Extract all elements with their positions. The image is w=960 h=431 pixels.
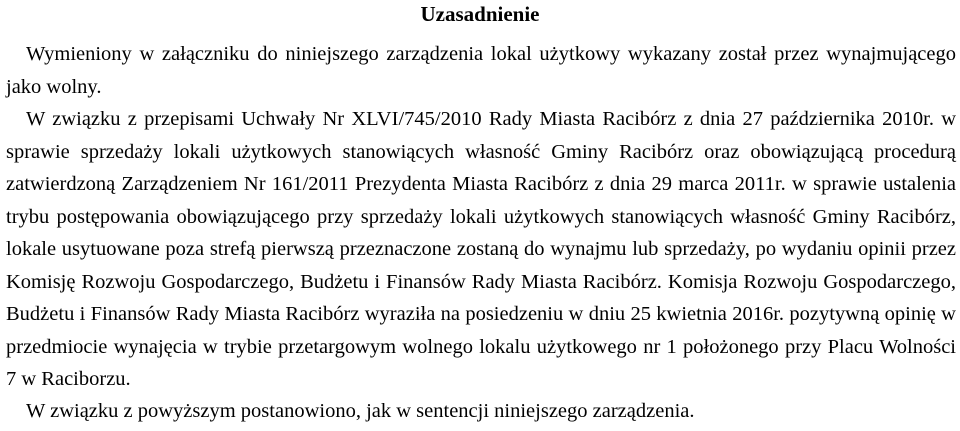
paragraph-1: Wymieniony w załączniku do niniejszego zarządzenia lokal użytkowy wykazany został przez wynajmującego jako wolny.	[6, 43, 956, 98]
document-title: Uzasadnienie	[420, 2, 540, 26]
paragraph-2: W związku z przepisami Uchwały Nr XLVI/745/2010 Rady Miasta Racibórz z dnia 27 października 2010r. w sprawie sprzedaży lokali użytkowych stanowiących własność Gminy Racibórz oraz obowiązującą procedurą zatwierdzoną Zarządzeniem Nr 161/2011 Prezydenta Miasta Racibórz z dnia 29 marca 2011r. w sprawie ustalenia trybu postępowania obowiązującego przy sprzedaży lokali użytkowych stanowiących własność Gminy Racibórz, lokale usytuowane poza strefą pierwszą przeznaczone zostaną do wynajmu lub sprzedaży, po wydaniu opinii przez Komisję Rozwoju Gospodarczego, Budżetu i Finansów Rady Miasta Racibórz. Komisja Rozwoju Gospodarczego, Budżetu i Finansów Rady Miasta Racibórz wyraziła na posiedzeniu w dniu 25 kwietnia 2016r. pozytywną opinię w przedmiocie wynajęcia w trybie przetargowym wolnego lokalu użytkowego nr 1 położonego przy Placu Wolności 7 w Raciborzu.	[6, 108, 956, 390]
paragraph-3: W związku z powyższym postanowiono, jak w sentencji niniejszego zarządzenia.	[26, 400, 695, 422]
